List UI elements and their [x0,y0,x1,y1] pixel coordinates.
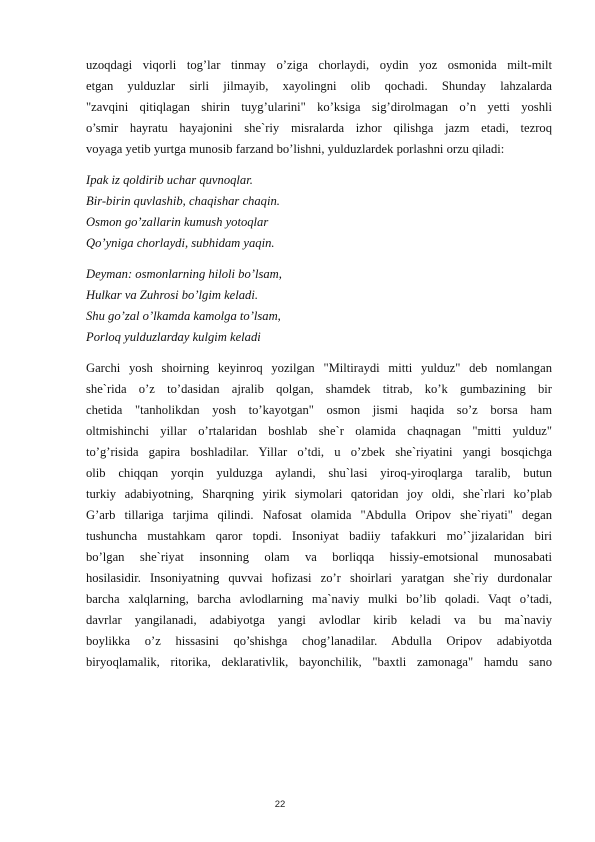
poem-verse: Osmon go’zallarin kumush yotoqlar [86,215,269,229]
text-line: boylikka o’z hissasini qo’shishga chog’lanadilar. Abdulla Oripov adabiyotda [86,634,552,648]
poem-verse: Ipak iz qoldirib uchar quvnoqlar. [86,173,253,187]
poem-stanza-2 [86,264,552,348]
text-line: tushuncha mustahkam qaror topdi. Insoniyat badiiy tafakkuri mo’`jizalaridan biri [86,529,552,543]
text-line: etgan yulduzlar sirli jilmayib, xayolingni olib qochadi. Shunday lahzalarda [86,79,552,93]
poem-verse: Hulkar va Zuhrosi bo’lgim keladi. [86,288,258,302]
text-line: davrlar yangilanadi, adabiyotga yangi avlodlar kirib keladi va bu ma`naviy [86,613,552,627]
poem-verse: Shu go’zal o’lkamda kamolga to’lsam, [86,309,281,323]
paragraph-intro [86,55,552,160]
text-line: hosilasidir. Insoniyatning quvvai hofizasi zo’r shoirlari yaratgan she`riy durdonalar [86,571,552,585]
page-number: 22 [274,799,286,810]
text-line: "zavqini qitiqlagan shirin tuyg’ularini" ko’ksiga sig’dirolmagan o’n yetti yoshli [86,100,552,114]
text-line: to’g’risida gapira boshladilar. Yillar o’tdi, u o’zbek she`riyatini yangi bosqichga [86,445,552,459]
paragraph-main [86,358,552,673]
poem-verse: Bir-birin quvlashib, chaqishar chaqin. [86,194,280,208]
text-line: Garchi yosh shoirning keyinroq yozilgan "Miltiraydi mitti yulduz" deb nomlangan [86,361,552,375]
text-line: she`rida o’z to’dasidan ajralib qolgan, shamdek titrab, ko’k gumbazining bir [86,382,552,396]
text-line: chetida "tanholikdan yosh to’kayotgan" osmon jismi haqida so’z borsa ham [86,403,552,417]
text-line: barcha xalqlarning, barcha avlodlarning ma`naviy mulki bo’lib qoladi. Vaqt o’tadi, [86,592,552,606]
text-line: oltmishinchi yillar o’rtalaridan boshlab she`r olamida chaqnagan "mitti yulduz" [86,424,552,438]
poem-verse: Qo’yniga chorlaydi, subhidam yaqin. [86,236,275,250]
text-line: voyaga yetib yurtga munosib farzand bo’lishni, yulduzlardek porlashni orzu qiladi: [86,142,505,156]
poem-verse: Porloq yulduzlarday kulgim keladi [86,330,261,344]
poem-stanza-1 [86,170,552,254]
text-line: olib chiqqan yorqin yulduzga aylandi, shu`lasi yiroq-yiroqlarga taralib, butun [86,466,552,480]
text-line: o’smir hayratu hayajonini she`riy misralarda izhor qilishga jazm etadi, tezroq [86,121,552,135]
poem-verse: Deyman: osmonlarning hiloli bo’lsam, [86,267,282,281]
text-line: G’arb tillariga tarjima qilindi. Nafosat olamida "Abdulla Oripov she`riyati" degan [86,508,552,522]
page-content [86,55,552,673]
text-line: bo’lgan she`riyat insonning olam va borliqqa hissiy-emotsional munosabati [86,550,552,564]
text-line: biryoqlamalik, ritorika, deklarativlik, bayonchilik, "baxtli zamonaga" hamdu sano [86,655,552,669]
text-line: uzoqdagi viqorli tog’lar tinmay o’ziga chorlaydi, oydin yoz osmonida milt-milt [86,58,552,72]
text-line: turkiy adabiyotning, Sharqning yirik siymolari qatoridan joy oldi, she`rlari ko’plab [86,487,552,501]
